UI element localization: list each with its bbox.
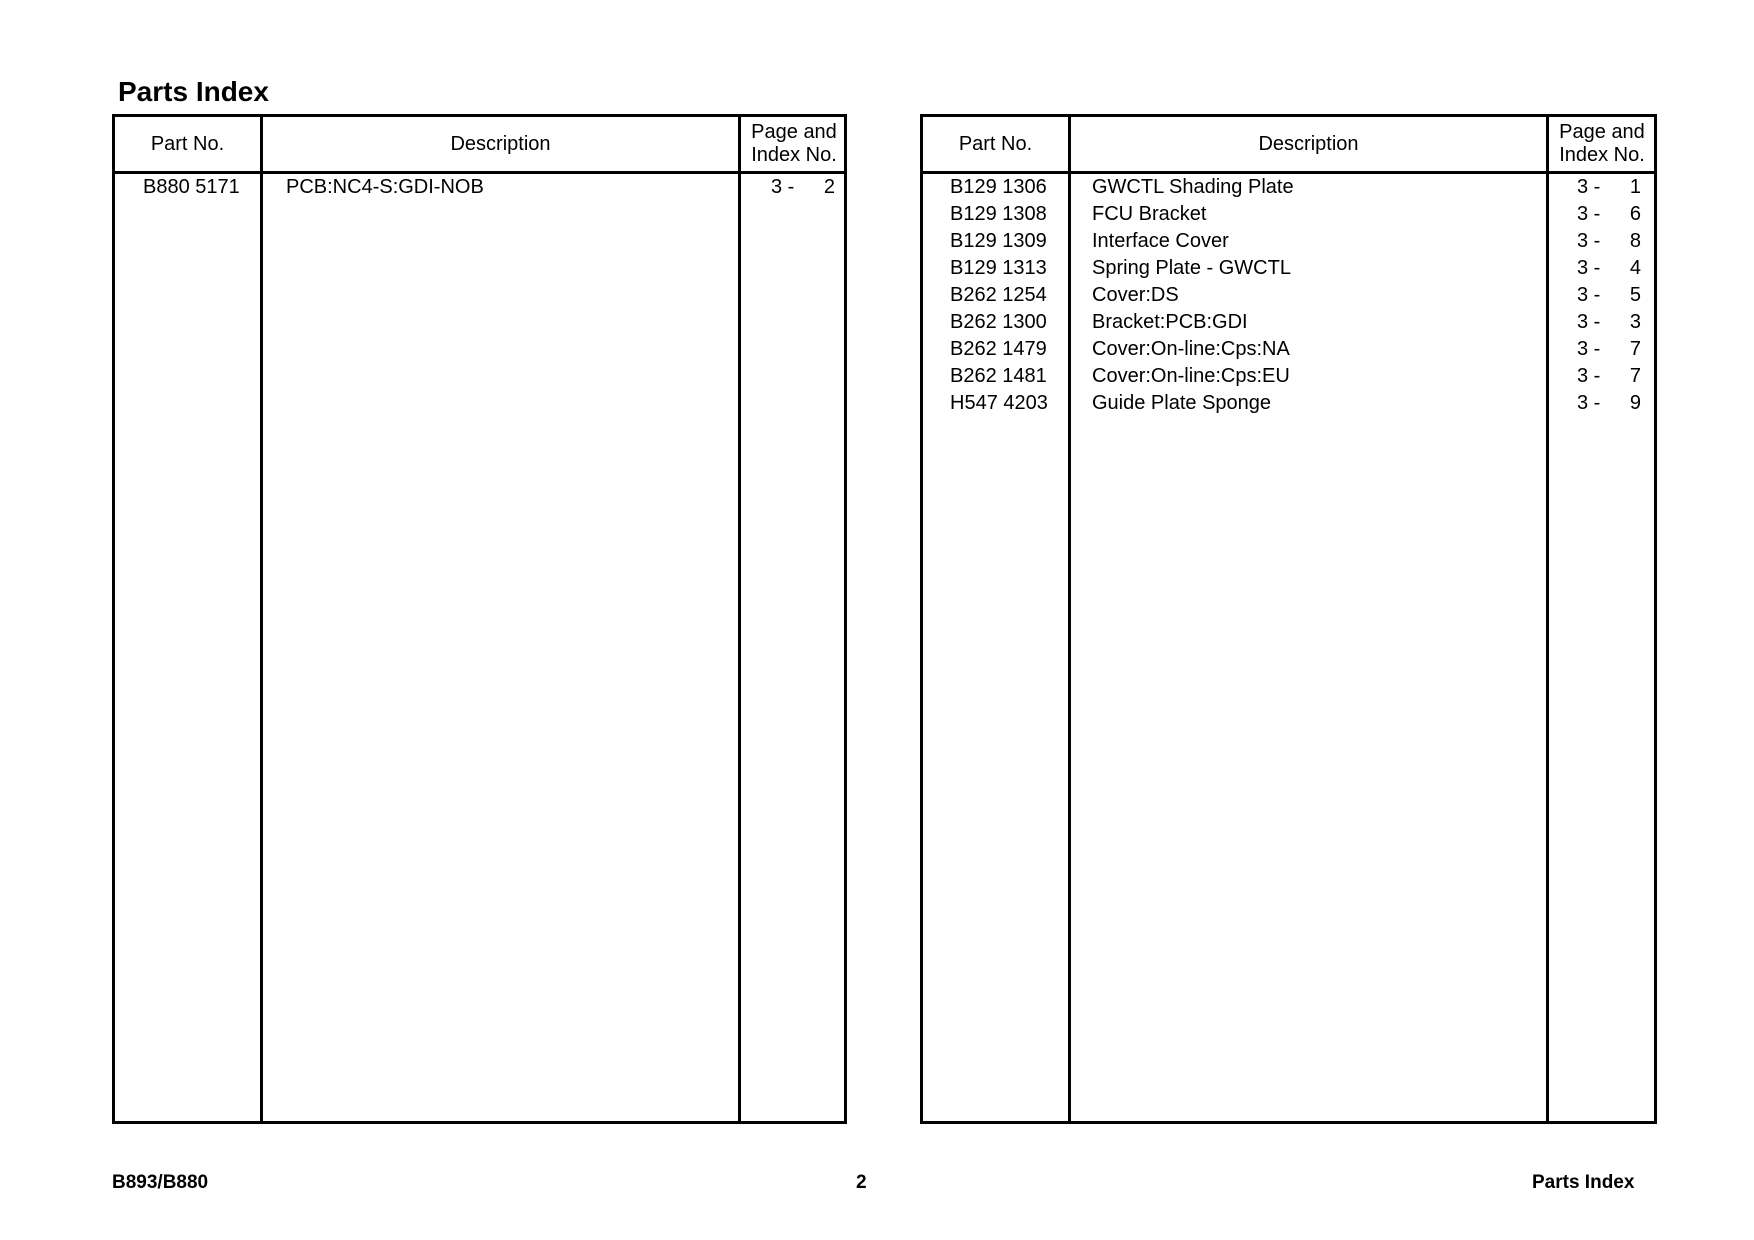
table-header	[115, 117, 844, 174]
page-index-cell	[1577, 309, 1641, 336]
column-divider	[260, 117, 263, 1121]
table-row	[923, 201, 1654, 228]
header-page-line1: Page and	[1559, 121, 1645, 143]
table-row	[923, 282, 1654, 309]
header-page-line2: Index No.	[1559, 144, 1645, 166]
description-cell: PCB:NC4-S:GDI-NOB	[286, 176, 484, 198]
part-number-cell: B129 1306	[950, 176, 1047, 198]
footer-model: B893/B880	[112, 1172, 209, 1193]
table-header	[923, 117, 1654, 174]
table-row	[923, 228, 1654, 255]
page-section: 3 -	[1577, 176, 1601, 198]
page-section: 3 -	[1577, 230, 1601, 252]
index-number: 3	[1629, 311, 1641, 333]
page-section: 3 -	[1577, 311, 1601, 333]
header-page-line2: Index No.	[751, 144, 837, 166]
page-section: 3 -	[1577, 365, 1601, 387]
page-section: 3 -	[1577, 257, 1601, 279]
part-number-cell: B262 1300	[950, 311, 1047, 333]
footer-page-number: 2	[856, 1172, 867, 1193]
description-cell: Spring Plate - GWCTL	[1092, 257, 1291, 279]
page-section: 3 -	[771, 176, 795, 198]
table-row	[923, 309, 1654, 336]
index-number: 9	[1629, 392, 1641, 414]
header-part-no: Part No.	[958, 132, 1033, 155]
page-index-cell	[1577, 336, 1641, 363]
index-number: 7	[1629, 338, 1641, 360]
index-number: 5	[1629, 284, 1641, 306]
parts-table-left	[112, 114, 847, 1124]
column-divider	[738, 117, 741, 1121]
header-page-line1: Page and	[751, 121, 837, 143]
page-section: 3 -	[1577, 203, 1601, 225]
page-index-cell	[1577, 363, 1641, 390]
part-number-cell: B262 1481	[950, 365, 1047, 387]
description-cell: FCU Bracket	[1092, 203, 1207, 225]
description-cell: Cover:On-line:Cps:EU	[1092, 365, 1290, 387]
index-number: 2	[823, 176, 835, 198]
description-cell: Interface Cover	[1092, 230, 1229, 252]
description-cell: Bracket:PCB:GDI	[1092, 311, 1248, 333]
header-description: Description	[1258, 132, 1359, 155]
page-section: 3 -	[1577, 284, 1601, 306]
table-row	[923, 390, 1654, 417]
index-number: 6	[1629, 203, 1641, 225]
page-index-cell	[1577, 228, 1641, 255]
index-number: 4	[1629, 257, 1641, 279]
table-row	[923, 336, 1654, 363]
page-index-cell	[1577, 390, 1641, 417]
index-number: 8	[1629, 230, 1641, 252]
header-part-no: Part No.	[150, 132, 225, 155]
description-cell: Guide Plate Sponge	[1092, 392, 1272, 414]
page-index-cell	[1577, 201, 1641, 228]
page-index-cell	[1577, 282, 1641, 309]
header-page-index	[1549, 117, 1655, 171]
index-number: 7	[1629, 365, 1641, 387]
table-row	[115, 174, 844, 201]
description-cell: GWCTL Shading Plate	[1092, 176, 1294, 198]
page-index-cell	[771, 174, 835, 201]
table-row	[923, 363, 1654, 390]
part-number-cell: H547 4203	[950, 392, 1048, 414]
table-row	[923, 255, 1654, 282]
part-number-cell: B262 1254	[950, 284, 1047, 306]
page-index-cell	[1577, 174, 1641, 201]
header-description: Description	[450, 132, 551, 155]
index-number: 1	[1629, 176, 1641, 198]
page-index-cell	[1577, 255, 1641, 282]
part-number-cell: B880 5171	[143, 176, 240, 198]
page-section: 3 -	[1577, 338, 1601, 360]
table-row	[923, 174, 1654, 201]
header-page-index	[741, 117, 847, 171]
page-section: 3 -	[1577, 392, 1601, 414]
part-number-cell: B129 1309	[950, 230, 1047, 252]
parts-table-right	[920, 114, 1657, 1124]
footer-section: Parts Index	[1532, 1172, 1635, 1193]
part-number-cell: B129 1308	[950, 203, 1047, 225]
part-number-cell: B262 1479	[950, 338, 1047, 360]
description-cell: Cover:On-line:Cps:NA	[1092, 338, 1290, 360]
page-title: Parts Index	[118, 76, 269, 107]
part-number-cell: B129 1313	[950, 257, 1047, 279]
description-cell: Cover:DS	[1092, 284, 1179, 306]
